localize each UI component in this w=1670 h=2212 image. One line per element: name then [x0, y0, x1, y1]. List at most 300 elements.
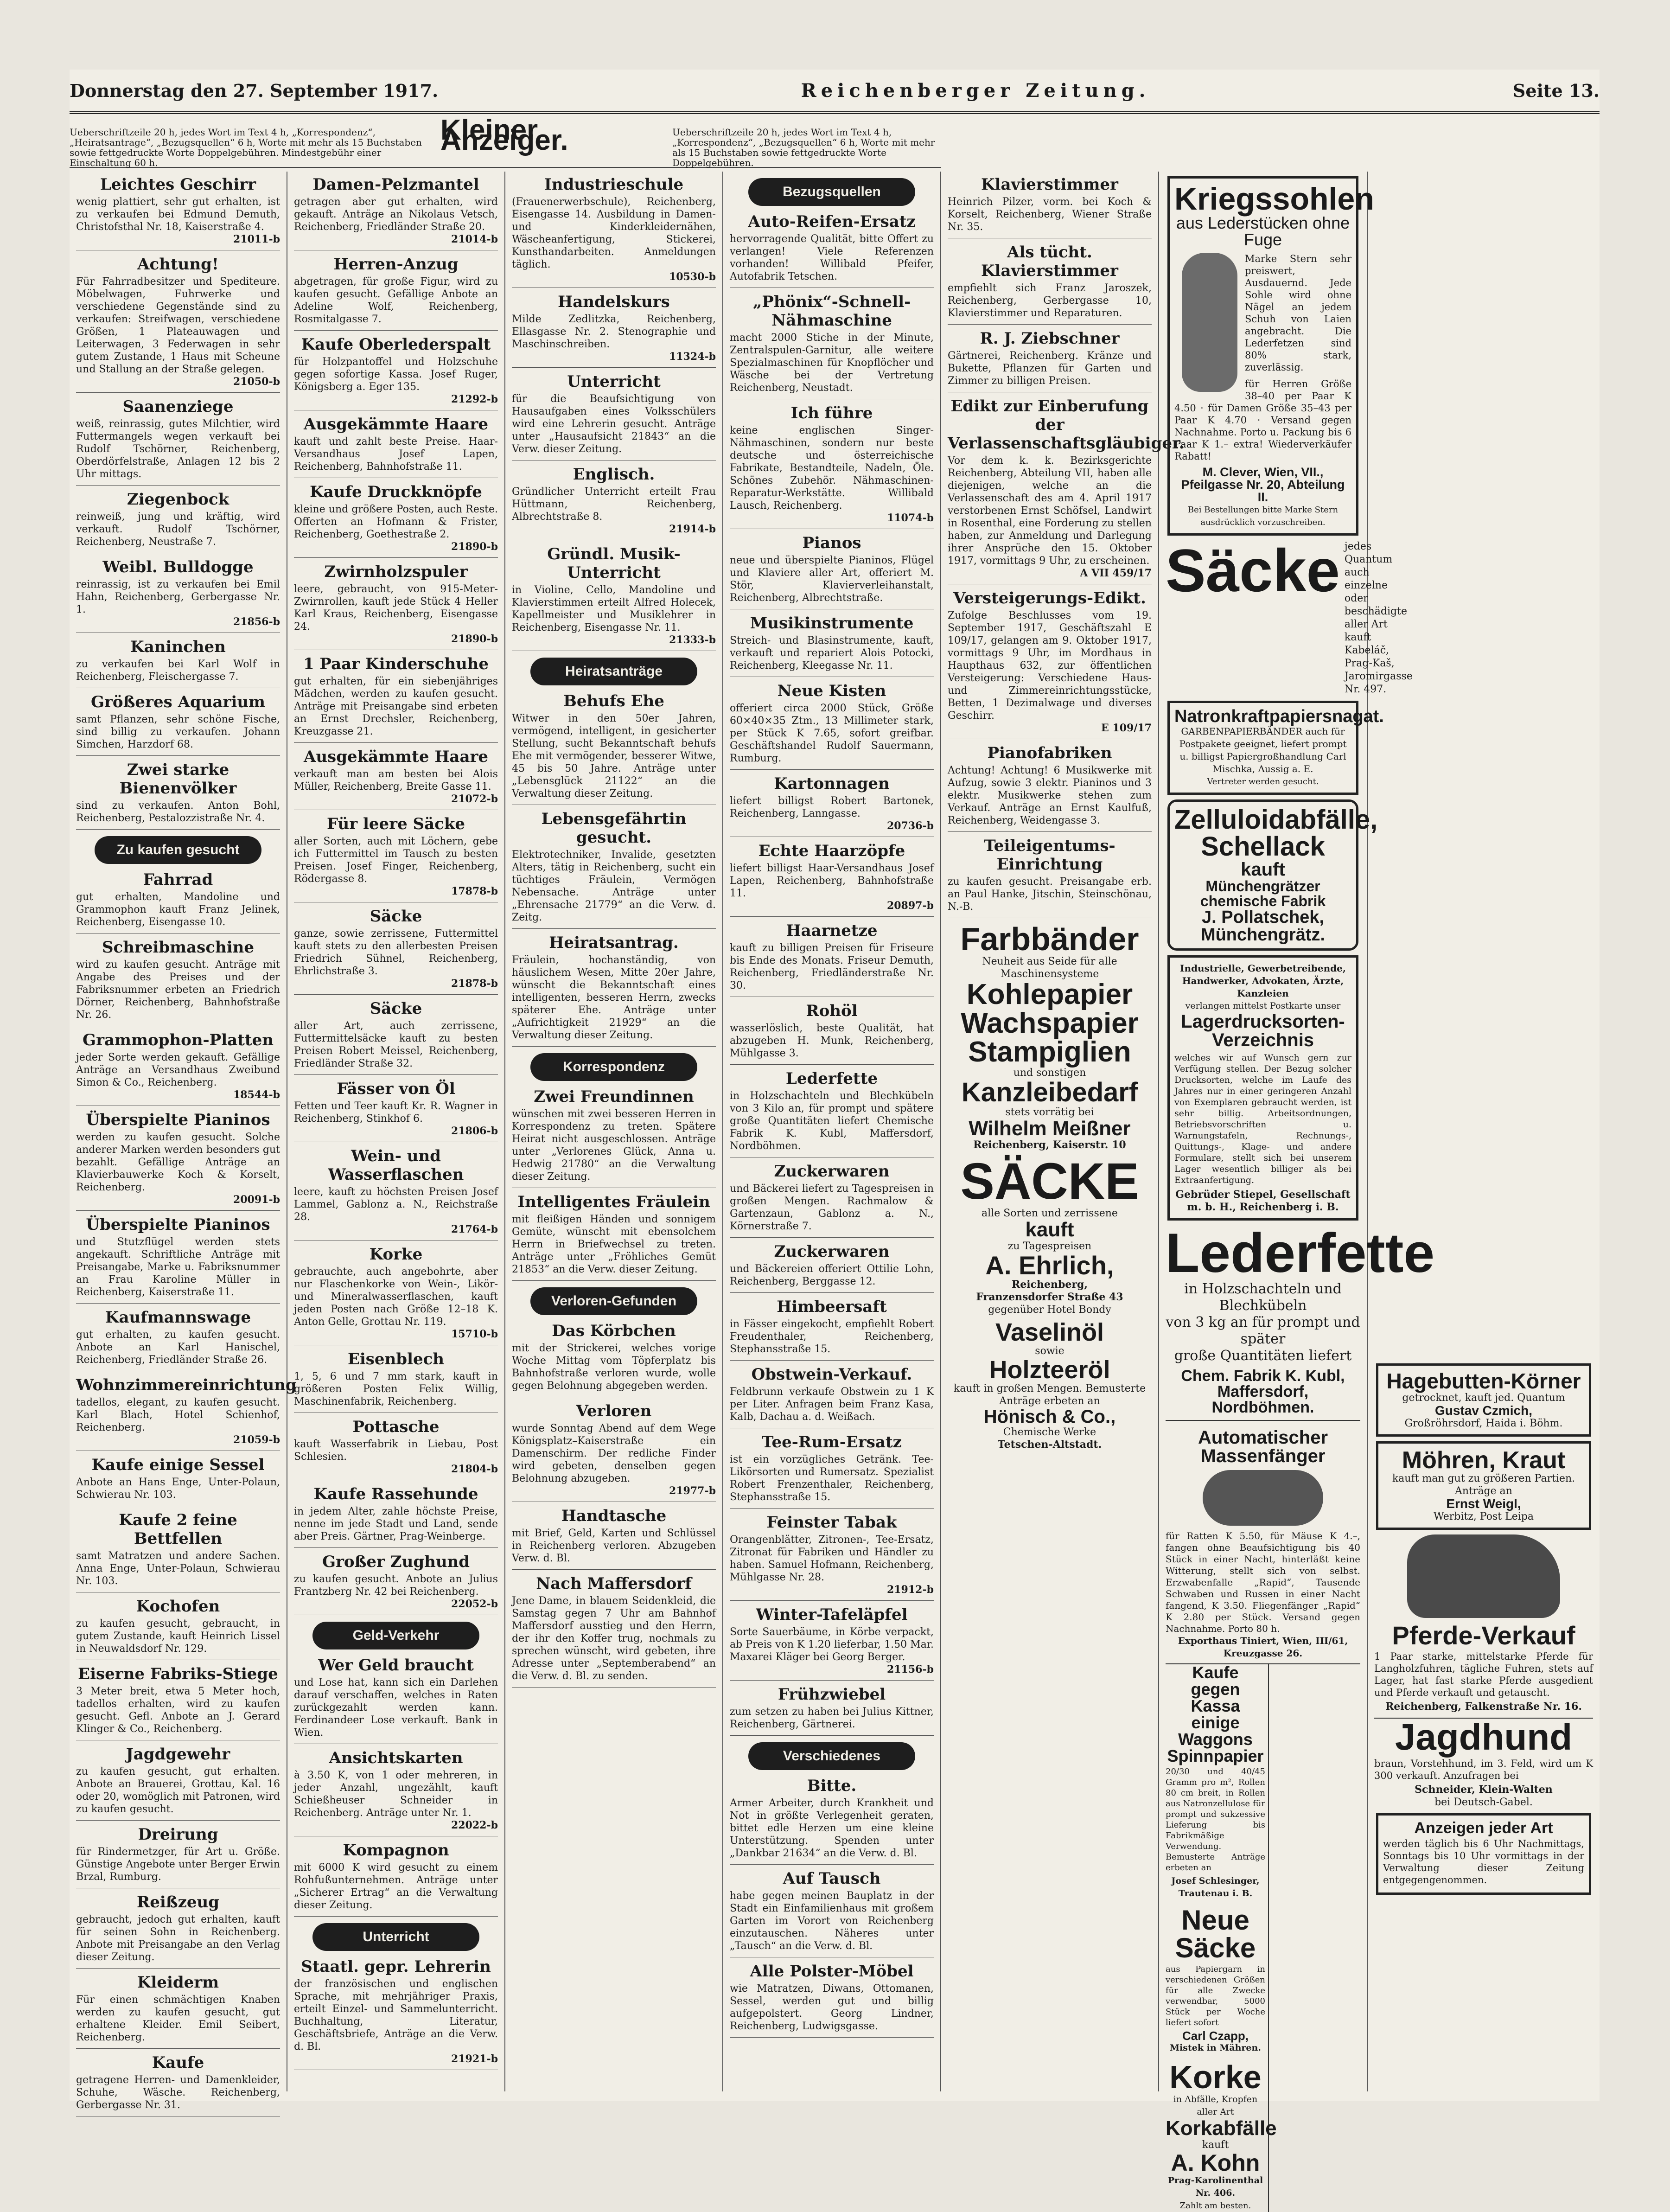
classified-ad	[76, 761, 280, 830]
ad-text: offeriert circa 2000 Stück, Größe 60×40×35 Ztm., 13 Millimeter stark, per Stück K 7.65, sofort greifbar. Geschäftshandel Rudolf Sauermann, Rumburg.	[730, 703, 934, 764]
ad-reference: 10530-b	[669, 271, 716, 283]
ad-text: neue und überspielte Pianinos, Flügel und Klaviere aller Art, offeriert M. Stör, Klavierverleihanstalt, Reichenberg, Albrechtstraße.	[730, 555, 934, 604]
ad-heading: Obstwein-Verkauf.	[751, 1365, 912, 1384]
ad-heading: Wohnzimmereinrichtung	[76, 1376, 297, 1394]
ad-heading: Verloren	[576, 1402, 652, 1420]
ad-text: reinrassig, ist zu verkaufen bei Emil Hahn, Reichenberg, Gerbergasse Nr. 1.	[76, 579, 280, 615]
pferd-title: Pferde-Verkauf	[1392, 1621, 1575, 1650]
ad-reference: 21914-b	[669, 523, 716, 535]
page-number: Seite 13.	[1512, 80, 1600, 101]
ad-reference: 20736-b	[886, 820, 934, 832]
classified-ad	[948, 175, 1152, 238]
classified-ad	[76, 175, 280, 250]
classified-ad	[512, 1507, 716, 1570]
classified-ad	[76, 1665, 280, 1740]
ad-text: zum setzen zu haben bei Julius Kittner, Reichenberg, Gärtnerei.	[730, 1706, 934, 1730]
ad-reference: 18544-b	[233, 1089, 280, 1101]
ad-text: wenig plattiert, sehr gut erhalten, ist zu verkaufen bei Edmund Demuth, Christofsthal Nr. 18, Kaiserstraße 4.	[76, 196, 280, 233]
boot-sole-icon	[1182, 253, 1237, 392]
classified-ad	[512, 1322, 716, 1397]
kriegs-prices: für Herren Größe 38–40 per Paar K 4.50 · für Damen Größe 35–43 per Paar K 4.70 · Versand gegen Nachnahme. Porto u. Packung bis 6 Paar K 1.– extra! Wiederverkäufer Rabatt!	[1174, 378, 1351, 462]
ad-sowie: sowie	[1035, 1345, 1064, 1357]
classified-ad	[730, 404, 934, 529]
issue-date: Donnerstag den 27. September 1917.	[70, 80, 439, 101]
ad-heading: Kaufe Rassehunde	[313, 1485, 478, 1503]
ad-heading: Fässer von Öl	[337, 1080, 455, 1098]
ad-heading: Teileigentums-Einrichtung	[984, 837, 1115, 874]
masthead: Reichenberger Zeitung.	[801, 79, 1150, 102]
anz-title: Anzeigen jeder Art	[1414, 1819, 1553, 1837]
kriegs-sub: aus Lederstücken ohne Fuge	[1176, 213, 1350, 249]
ad-text: samt Matratzen und andere Sachen. Anna Enge, Unter-Polaun, Schwierau Nr. 103.	[76, 1550, 280, 1587]
ad-heading: Herren-Anzug	[333, 255, 459, 274]
ad-heading: Handtasche	[561, 1507, 667, 1525]
classified-ad	[948, 744, 1152, 832]
ad-text: macht 2000 Stiche in der Minute, Zentralspulen-Garnitur, alle weitere Spezialmaschinen für Knopflöcher und Wäsche bei der Vertretung Reichenberg, Neustadt.	[730, 332, 934, 394]
pferd-addr: Reichenberg, Falkenstraße Nr. 16.	[1385, 1701, 1582, 1713]
classified-ad	[76, 2053, 280, 2116]
classified-ad	[76, 1308, 280, 1371]
ad-franz: Franzensdorfer Straße 43	[976, 1291, 1123, 1303]
ad-heading: Eiserne Fabriks-Stiege	[78, 1665, 278, 1683]
korkabfaelle: Korkabfälle	[1166, 2117, 1277, 2140]
classified-ad	[76, 1893, 280, 1969]
ad-text: ist ein vorzügliches Getränk. Tee-Likörsorten und Rumersatz. Spezialist Robert Frenzenthaler, Reichenberg, Stephansstraße 15.	[730, 1454, 934, 1503]
ad-heading: Damen-Pelzmantel	[312, 175, 479, 194]
lederfette-title: Lederfette	[1166, 1222, 1435, 1284]
ad-text: kauft Wasserfabrik in Liebau, Post Schlesien.	[294, 1438, 498, 1463]
natron-text: GARBENPAPIERBÄNDER auch für Postpakete geeignet, liefert prompt u. billigst Papiergroßhandlung Carl Mischka, Aussig a. E.	[1179, 726, 1347, 774]
ad-text: Sorte Sauerbäume, in Körbe verpackt, ab Preis von K 1.20 lieferbar, 1.50 Mar. Maxarei Kläger bei Georg Berger.	[730, 1626, 934, 1663]
ad-reference: 21806-b	[451, 1125, 498, 1137]
classified-ad	[76, 490, 280, 553]
ad-reference: 22052-b	[451, 1598, 498, 1610]
ad-farb-sub: Neuheit aus Seide für alle Maschinensysteme	[982, 956, 1117, 980]
classified-ad	[730, 1962, 934, 2038]
ad-heading: Zwei starke Bienenvölker	[119, 761, 237, 798]
ad-text: kauft und zahlt beste Preise. Haar-Versandhaus Josef Lapen, Reichenberg, Bahnhofstraße 11.	[294, 436, 498, 473]
ad-natron	[1167, 701, 1384, 795]
anz-text: werden täglich bis 6 Uhr Nachmittags, Sonntags bis 10 Uhr vormittags in der Verwaltung dieser Zeitung entgegengenommen.	[1383, 1838, 1584, 1886]
korke-kauft: kauft	[1202, 2139, 1229, 2151]
ad-text: kauft zu billigen Preisen für Friseure bis Ende des Monats. Friseur Demuth, Reichenberg, Friedländerstraße Nr. 30.	[730, 942, 934, 991]
ad-heading: Neue Kisten	[777, 682, 886, 700]
ad-text: Jene Dame, in blauem Seidenkleid, die Samstag gegen 7 Uhr am Bahnhof Maffersdorf ausstieg und den Herrn, der ihr den Koffer trug, nochmals zu sprechen wünscht, wird gebeten, ihre Adresse unter „Septemberabend“ an die Verw. d. Bl. zu senden.	[512, 1595, 716, 1682]
ad-heading: Für leere Säcke	[326, 815, 465, 833]
ad-text: mit 6000 K wird gesucht zu einem Rohfußunternehmen. Anträge unter „Sicherer Ertrag“ an die Verwaltung dieser Zeitung.	[294, 1862, 498, 1911]
ad-text: der französischen und englischen Sprache, mit mehrjähriger Praxis, erteilt Einzel- und Sammelunterricht. Buchhaltung, Literatur, Geschäftsbriefe, Anträge an die Verw. d. Bl.	[294, 1978, 498, 2052]
rates-right: Ueberschriftzeile 20 h, jedes Wort im Text 4 h, „Korrespondenz“, „Bezugsquellen“ 6 h, Worte mit mehr als 15 Buchstaben sowie fettgedruckte Worte Doppelgebühren.	[672, 127, 935, 168]
ad-heading: Säcke	[370, 907, 422, 926]
classified-ad	[76, 1745, 280, 1821]
ad-kohlepapier: Kohlepapier	[966, 978, 1133, 1010]
ad-text: 3 Meter breit, etwa 5 Meter hoch, tadellos erhalten, wird zu kaufen gesucht. Gefl. Anbote an J. Gerard Klinger & Co., Reichenberg.	[76, 1686, 280, 1735]
classified-ad	[512, 175, 716, 288]
ad-reference: 21764-b	[451, 1223, 498, 1235]
ad-text: gebraucht, jedoch gut erhalten, kauft für seinen Sohn in Reichenberg. Anbote mit Preisangabe an den Verlag dieser Zeitung.	[76, 1914, 280, 1963]
classified-ad	[294, 907, 498, 995]
ad-text: liefert billigst Haar-Versandhaus Josef Lapen, Reichenberg, Bahnhofstraße 11.	[730, 863, 934, 899]
ad-tagespreise: zu Tagespreisen	[1007, 1240, 1092, 1252]
classified-ad	[730, 1869, 934, 1957]
ad-text: Vor dem k. k. Bezirksgerichte Reichenberg, Abteilung VII, haben alle diejenigen, welche an die Verlassenschaft des am 4. April 1917 verstorbenen Ernst Schöfsel, Landwirt in Rosenthal, eine Forderung zu stellen haben, zur Anmeldung und Darlegung ihrer Ansprüche den 15. Oktober 1917, vormittags 9 Uhr, zu erscheinen.	[948, 455, 1152, 567]
ad-text: in Fässer eingekocht, empfiehlt Robert Freudenthaler, Reichenberg, Stephansstraße 15.	[730, 1318, 934, 1355]
saecke-text: jedes Quantum auch einzelne oder beschädigte aller Art kauft Kabeláč, Prag-Kaš, Jaromirgasse Nr. 497.	[1344, 541, 1413, 695]
ad-text: zu kaufen gesucht. Anbote an Julius Frantzberg Nr. 42 bei Reichenberg.	[294, 1573, 498, 1598]
ad-heading: Ich führe	[790, 404, 873, 422]
section-unterricht: Unterricht	[312, 1923, 479, 1951]
lager-title: Lagerdrucksorten-Verzeichnis	[1181, 1011, 1345, 1050]
ad-heading: Kaufe einige Sessel	[91, 1456, 265, 1474]
ad-heading: Rohöl	[806, 1002, 858, 1020]
classified-ad	[730, 1002, 934, 1065]
ad-text: getragen aber gut erhalten, wird gekauft. Anträge an Nikolaus Vetsch, Reichenberg, Friedländer Straße 20.	[294, 196, 498, 233]
ad-text: und Bäckerei liefert zu Tagespreisen in großen Mengen. Rachmalow & Gartenzaun, Gablonz a. N., Körnerstraße 7.	[730, 1183, 934, 1232]
classified-ad	[294, 1553, 498, 1615]
classified-ad	[730, 921, 934, 997]
classified-ad	[294, 255, 498, 331]
ad-text: (Frauenerwerbschule), Reichenberg, Eisengasse 14. Ausbildung in Damen- und Kinderkleidernähen, Wäscheanfertigung, Stickerei, Kunsthandarbeiten. Anmeldungen täglich.	[512, 196, 716, 270]
ad-spinnpapier	[1166, 1663, 1277, 2212]
classified-ad	[512, 933, 716, 1047]
ad-heading: Dreirung	[138, 1825, 218, 1844]
ad-heading: Kleiderm	[137, 1973, 219, 1992]
ad-reference: 21292-b	[451, 393, 498, 405]
ad-text: wird zu kaufen gesucht. Anträge mit Angabe des Preises und der Fabriksnummer erbeten an Friedrich Dörner, Reichenberg, Bahnhofstraße Nr. 26.	[76, 959, 280, 1021]
classified-ad	[294, 815, 498, 902]
classified-ad	[294, 483, 498, 558]
czapp-ort: Mistek in Mähren.	[1170, 2043, 1261, 2053]
ad-heading: Säcke	[370, 999, 422, 1018]
classified-ad	[294, 1418, 498, 1480]
ad-heading: Zwirnholzspuler	[324, 563, 468, 581]
czmich: Gustav Czmich,	[1434, 1403, 1533, 1418]
classified-ad	[76, 1215, 280, 1304]
classified-ad	[76, 1111, 280, 1211]
ad-vorraetig: stets vorrätig bei	[1005, 1106, 1094, 1118]
ad-heading: Zuckerwaren	[774, 1242, 890, 1261]
lf1: in Holzschachteln und Blechkübeln	[1184, 1281, 1342, 1314]
ad-reference: 21856-b	[233, 616, 280, 628]
ad-heading: Handelskurs	[558, 293, 670, 311]
hage-text: getrocknet, kauft jed. Quantum	[1402, 1392, 1565, 1404]
classified-ad	[948, 837, 1152, 918]
schneider: Schneider, Klein-Walten	[1415, 1784, 1553, 1796]
ad-reference: 21890-b	[451, 541, 498, 553]
ad-text: abgetragen, für große Figur, wird zu kaufen gesucht. Gefällige Anbote an Adeline Wolf, Reichenberg, Rosmitalgasse 7.	[294, 276, 498, 325]
classified-ad	[294, 1350, 498, 1413]
ad-saecke-sub: alle Sorten und zerrissene	[982, 1208, 1118, 1219]
ad-heading: Winter-Tafeläpfel	[756, 1605, 908, 1624]
ad-kanzleibedarf: Kanzleibedarf	[961, 1077, 1138, 1107]
section-verloren: Verloren-Gefunden	[530, 1287, 697, 1315]
ad-stampiglien: Stampiglien	[968, 1036, 1131, 1068]
classified-ad	[730, 1162, 934, 1238]
classified-ad	[76, 255, 280, 393]
section-heirat: Heiratsanträge	[530, 658, 697, 685]
ad-heading: R. J. Ziebschner	[980, 329, 1120, 348]
classified-ad	[294, 655, 498, 743]
ad-anzeigen	[1376, 1813, 1591, 1895]
schneider-ort: bei Deutsch-Gabel.	[1434, 1796, 1533, 1808]
classified-ad	[294, 1749, 498, 1836]
ad-text: keine englischen Singer-Nähmaschinen, sondern nur beste deutsche und österreichische Fabrikate, Bestandteile, Nadeln, Öle. Schönes Zubehör. Nähmaschinen-Reparatur-Werkstätte. Willibald Lausch, Reichenberg.	[730, 425, 934, 511]
ad-heading: Wer Geld braucht	[318, 1656, 474, 1675]
section-versch: Verschiedenes	[748, 1742, 915, 1770]
ad-text: getragene Herren- und Damenkleider, Schuhe, Wäsche. Reichenberg, Gerbergasse Nr. 31.	[76, 2074, 280, 2111]
ad-text: empfiehlt sich Franz Jaroszek, Reichenberg, Gerbergasse 10, Klavierstimmer und Reparaturen.	[948, 282, 1152, 319]
ad-reference: E 109/17	[1101, 722, 1152, 734]
classified-ad	[294, 563, 498, 650]
classified-ad	[76, 1511, 280, 1592]
ad-heading: 1 Paar Kinderschuhe	[303, 655, 489, 673]
spinn-firm: Josef Schlesinger, Trautenau i. B.	[1171, 1876, 1260, 1899]
classified-ad	[294, 1147, 498, 1240]
ad-text: zu kaufen gesucht, gut erhalten. Anbote an Brauerei, Grottau, Kal. 16 oder 20, womöglich mit Patronen, wird zu kaufen gesucht.	[76, 1766, 280, 1815]
classified-ad	[76, 558, 280, 633]
weigl-ort: Werbitz, Post Leipa	[1433, 1511, 1534, 1522]
czmich-ort: Großröhrsdorf, Haida i. Böhm.	[1404, 1418, 1563, 1429]
classified-ad	[76, 693, 280, 756]
neue-text: aus Papiergarn in verschiedenen Größen für alle Zwecke verwendbar, 5000 Stück per Woche liefert sofort	[1166, 1964, 1265, 2027]
ad-heading: Englisch.	[573, 465, 655, 484]
ad-heading: Achtung!	[137, 255, 219, 274]
jagd-title: Jagdhund	[1395, 1716, 1573, 1758]
ad-heading: Auf Tausch	[783, 1869, 881, 1888]
ad-heading: Kartonnagen	[774, 774, 890, 793]
ad-heading: Musikinstrumente	[750, 614, 914, 633]
lager-body: welches wir auf Wunsch gern zur Verfügung stellen. Der Bezug solcher Drucksorten, welche im Laufe des Jahres nur in einer geringeren Anzahl von Exemplaren gebraucht werden, ist sehr billig. Arbeitsordnungen, Betriebsvorschriften u. Warnungstafeln, Rechnungs-, Quittungs-, Klage- und andere Formulare, stellt sich bei unserem Lager wesentlich billiger als bei Extraanfertigung.	[1174, 1053, 1351, 1185]
ad-text: und Stutzflügel werden stets angekauft. Schriftliche Anträge mit Preisangabe, Marke u. Fabriksnummer an Frau Karoline Müller in Reichenberg, Kaiserstraße 11.	[76, 1236, 280, 1298]
column-4	[723, 172, 941, 2091]
ad-ehrlich-ort: Reichenberg,	[1011, 1279, 1088, 1291]
ad-text: verkauft man am besten bei Alois Müller, Reichenberg, Breite Gasse 11.	[294, 768, 498, 793]
ad-reference: 17878-b	[451, 885, 498, 897]
ad-text: leere, gebraucht, von 915-Meter-Zwirnrollen, kauft jede Stück 4 Heller Karl Kraus, Reichenberg, Eisengasse 24.	[294, 583, 498, 633]
neue-saecke: Neue Säcke	[1175, 1905, 1256, 1963]
ad-text: zu kaufen gesucht, gebraucht, in gutem Zustande, kauft Heinrich Lissel in Neuwaldsdorf Nr. 129.	[76, 1618, 280, 1655]
ad-text: Elektrotechniker, Invalide, gesetzten Alters, tätig in Reichenberg, sucht ein tüchtiges Fräulein, Vermögen Nebensache. Anträge unter „Ehrensache 21779“ an die Verw. d. Zeitg.	[512, 849, 716, 923]
ad-heading: Gründl. Musik-Unterricht	[547, 545, 681, 582]
classified-ad	[730, 774, 934, 837]
ad-text: Fräulein, hochanständig, von häuslichem Wesen, Mitte 20er Jahre, wünscht die Bekanntschaft eines intelligenten, besseren Herrn, zwecks späterer Ehe. Anträge unter „Aufrichtigkeit 21929“ an die Verwaltung dieser Zeitung.	[512, 954, 716, 1041]
ad-heading: Alle Polster-Möbel	[750, 1962, 914, 1981]
classified-ad	[730, 1513, 934, 1601]
ad-kauft: kauft	[1025, 1218, 1074, 1241]
ad-text: in Violine, Cello, Mandoline und Klavierstimmen erteilt Alfred Holecek, Kapellmeister und Musiklehrer in Reichenberg, Eisengasse Nr. 11.	[512, 584, 716, 633]
ad-text: ganze, sowie zerrissene, Futtermittel kauft stets zu den allerbesten Preisen Friedrich Sühnel, Reichenberg, Ehrlichstraße 3.	[294, 928, 498, 977]
ad-text: mit Brief, Geld, Karten und Schlüssel in Reichenberg verloren. Abzugeben Verw. d. Bl.	[512, 1528, 716, 1564]
ad-text: sind zu verkaufen. Anton Bohl, Reichenberg, Pestalozzistraße Nr. 4.	[76, 800, 280, 824]
newspaper-page	[70, 70, 1600, 2211]
ad-reference: 21878-b	[451, 978, 498, 990]
kohn: A. Kohn	[1171, 2150, 1260, 2176]
section-title: Kleiner Anzeiger.	[440, 114, 568, 156]
weigl: Ernst Weigl,	[1446, 1496, 1521, 1511]
ad-heading: Zwei Freundinnen	[534, 1087, 694, 1106]
ad-reference: 21011-b	[233, 233, 280, 245]
ad-text: und Bäckereien offeriert Ottilie Lohn, Reichenberg, Berggasse 12.	[730, 1263, 934, 1287]
ad-text: mit der Strickerei, welches vorige Woche Mittag vom Töpferplatz bis Bahnhofstraße verloren wurde, wolle gegen Belohnung abgegeben werden.	[512, 1343, 716, 1392]
ad-farbbaender: Farbbänder	[960, 921, 1139, 957]
classified-ad	[294, 748, 498, 810]
classified-ad	[730, 1685, 934, 1736]
kaufe-kassa: Kaufe gegen Kassa	[1191, 1663, 1240, 1715]
korke-text: in Abfälle, Kropfen aller Art	[1173, 2094, 1258, 2117]
ad-text: Heinrich Pilzer, vorm. bei Koch & Korselt, Reichenberg, Wiener Straße Nr. 35.	[948, 196, 1152, 233]
lager-head: Industrielle, Gewerbetreibende, Handwerker, Advokaten, Ärzte, Kanzleien	[1180, 963, 1346, 999]
classified-ad	[76, 1031, 280, 1106]
classified-ad	[730, 1298, 934, 1361]
classified-ad	[730, 842, 934, 917]
classified-ad	[76, 638, 280, 688]
ad-heading: Industrieschule	[544, 175, 684, 194]
classified-ad	[730, 212, 934, 288]
classified-ad	[76, 397, 280, 486]
classified-ad	[730, 1069, 934, 1157]
ad-wachspapier: Wachspapier	[961, 1007, 1139, 1039]
ad-heading: Großer Zughund	[322, 1553, 470, 1571]
ad-heading: Unterricht	[567, 372, 661, 391]
classified-ad	[730, 1242, 934, 1293]
column-7-right	[1368, 1359, 1600, 2091]
ad-text: für Holzpantoffel und Holzschuhe gegen sofortige Kassa. Josef Ruger, Königsberg a. Eger 135.	[294, 356, 498, 393]
ad-text: aller Art, auch zerrissene, Futtermittelsäcke kauft zu besten Preisen Robert Meissel, Reichenberg, Friedländer Straße 32.	[294, 1020, 498, 1069]
ad-reference: A VII 459/17	[1080, 567, 1152, 579]
rates-strip	[70, 114, 941, 168]
ad-heading: Pottasche	[352, 1418, 440, 1436]
ad-pferde	[1374, 1534, 1593, 1713]
kriegs-note: Bei Bestellungen bitte Marke Stern ausdrücklich vorzuschreiben.	[1187, 505, 1339, 527]
ad-text: für die Beaufsichtigung von Hausaufgaben eines Volksschülers wird eine Lehrerin gesucht. Anträge unter „Hausaufsicht 21843“ an die Verw. dieser Zeitung.	[512, 393, 716, 455]
classified-ad	[76, 1825, 280, 1888]
ad-ehrlich: A. Ehrlich,	[985, 1251, 1114, 1280]
ad-text: gut erhalten, Mandoline und Grammophon kauft Franz Jelinek, Reichenberg, Eisengasse 10.	[76, 891, 280, 928]
ad-text: zu kaufen gesucht. Preisangabe erb. an Paul Hanke, Jitschin, Steinschönau, N.-B.	[948, 876, 1152, 913]
ad-saecke: SÄCKE	[960, 1153, 1139, 1210]
mass-addr: Exporthaus Tiniert, Wien, III/61, Kreuzgasse 26.	[1166, 1635, 1360, 1664]
ad-heading: Staatl. gepr. Lehrerin	[301, 1957, 491, 1976]
lf4: Chem. Fabrik K. Kubl, Maffersdorf, Nordböhmen.	[1166, 1368, 1360, 1421]
ad-hotel: gegenüber Hotel Bondy	[988, 1304, 1111, 1316]
natron-title: Natronkraftpapiersnagat.	[1174, 707, 1384, 726]
ad-heading: Haarnetze	[786, 921, 878, 940]
classified-ad	[730, 534, 934, 609]
ad-heading: Zuckerwaren	[774, 1162, 890, 1181]
ad-text: Zufolge Beschlusses vom 19. September 1917, Geschäftszahl E 109/17, gelangen am 9. Oktober 1917, vormittags 9 Uhr, im Mordhaus in Haupthaus 632, zur öffentlichen Versteigerung: Verschiedene Haus- und Zimmereinrichtungsstücke, Betten, 1 Dezimalwage und diverses Geschirr.	[948, 610, 1152, 722]
ad-reference: 21921-b	[451, 2053, 498, 2065]
section-kauf: Zu kaufen gesucht	[95, 836, 261, 864]
ad-text: Witwer in den 50er Jahren, vermögend, intelligent, in gesicherter Stellung, sucht Bekanntschaft behufs Ehe mit vermögender, besserer Witwe, 45 bis 50 Jahre. Anträge unter „Lebensglück 21122“ an die Verwaltung dieser Zeitung.	[512, 713, 716, 799]
ad-heading: Feinster Tabak	[766, 1513, 897, 1532]
ad-text: Gründlicher Unterricht erteilt Frau Hüttmann, Reichenberg, Albrechtstraße 8.	[512, 486, 716, 523]
classified-ad	[512, 692, 716, 805]
ad-text: Streich- und Blasinstrumente, kauft, verkauft und repariert Alois Potocki, Reichenberg, Kleegasse Nr. 11.	[730, 635, 934, 671]
classified-ad	[730, 614, 934, 677]
ad-kriegssohlen	[1167, 176, 1374, 536]
ad-heading: Frühzwiebel	[778, 1685, 886, 1704]
ad-heading: Eisenblech	[347, 1350, 445, 1368]
classified-ad	[76, 1973, 280, 2049]
spinn-text: 20/30 und 40/45 Gramm pro m², Rollen 80 cm breit, in Rollen aus Natronzellulose für prompt und sukzessive Lieferung bis Fabrikmäßige Verwendung. Bemusterte Anträge erbeten an	[1166, 1767, 1265, 1873]
ad-text: werden zu kaufen gesucht. Solche anderer Marken werden besonders gut bezahlt. Gefällige Anträge an Klavierbauwerke Koch & Korselt, Reichenberg.	[76, 1132, 280, 1193]
ad-heading: Kaufe Druckknöpfe	[310, 483, 482, 501]
ad-reference: 11324-b	[669, 351, 716, 363]
ad-heading: Reißzeug	[136, 1893, 220, 1912]
ad-text: Armer Arbeiter, durch Krankheit und Not in größte Verlegenheit geraten, bittet edle Herzen um eine kleine Unterstützung. Spenden unter „Dankbar 21634“ an die Verw. d. Bl.	[730, 1797, 934, 1859]
ad-heading: Behufs Ehe	[563, 692, 664, 710]
ad-reference: 22022-b	[451, 1819, 498, 1831]
zell-fabrik: Münchengrätzer chemische Fabrik	[1200, 878, 1326, 909]
ad-heading: Grammophon-Platten	[83, 1031, 274, 1049]
ad-reference: 21059-b	[233, 1434, 280, 1446]
classified-ad	[512, 1193, 716, 1281]
ad-text: liefert billigst Robert Bartonek, Reichenberg, Lanngasse.	[730, 795, 934, 819]
ad-heading: Pianofabriken	[987, 744, 1112, 762]
classified-ad	[512, 545, 716, 651]
ad-text: habe gegen meinen Bauplatz in der Stadt ein Einfamilienhaus mit großem Garten im Vorort von Reichenberg einzutauschen. Näheres unter „Tausch“ an die Verw. d. Bl.	[730, 1890, 934, 1952]
ad-text: Für Fahrradbesitzer und Spediteure. Möbelwagen, Fuhrwerke und verschiedene Gegenstände sind zu verkaufen: Streifwagen, verschiedene Größen, 1 Plateauwagen und Leiterwagen, 3 Federwagen in sehr gutem Zustande, 1 Haus mit Scheune und Stallung an der Straße gelegen.	[76, 276, 280, 375]
ad-text: wie Matratzen, Diwans, Ottomanen, Sessel, werden gut und billig aufgepolstert. Georg Lindner, Reichenberg, Ludwigsgasse.	[730, 1983, 934, 2032]
ad-reference: 15710-b	[451, 1328, 498, 1340]
ad-heading: Lederfette	[785, 1069, 878, 1088]
page-header	[70, 70, 1600, 114]
ad-text: gebrauchte, auch angebohrte, aber nur Flaschenkorke von Wein-, Likör- und Mineralwasserflaschen, kauft jeden Posten nach Größe 12–18 K. Anton Gelle, Grottau Nr. 119.	[294, 1266, 498, 1328]
ad-mengen: kauft in großen Mengen. Bemusterte Anträge erbeten an	[953, 1383, 1146, 1407]
ad-heading: Heiratsantrag.	[549, 933, 679, 952]
ad-heading: Größeres Aquarium	[90, 693, 266, 711]
ad-chem: Chemische Werke	[1003, 1426, 1096, 1438]
ad-text: wurde Sonntag Abend auf dem Wege Königsplatz–Kaiserstraße ein Damenschirm. Der redliche Finder wird gebeten, denselben gegen Belohnung abzugeben.	[512, 1423, 716, 1484]
czapp: Carl Czapp,	[1182, 2029, 1249, 2043]
ad-heading: Auto-Reifen-Ersatz	[748, 212, 916, 231]
ad-reference: 21333-b	[669, 634, 716, 646]
lager-t: verlangen mittelst Postkarte unser	[1185, 1001, 1341, 1011]
ad-heading: Himbeersaft	[777, 1298, 887, 1316]
ad-heading: Intelligentes Fräulein	[517, 1193, 710, 1211]
ad-heading: Wein- und Wasserflaschen	[328, 1147, 464, 1184]
section-geld: Geld-Verkehr	[312, 1622, 479, 1649]
section-korr: Korrespondenz	[530, 1053, 697, 1081]
classified-ad	[294, 415, 498, 478]
ad-heading: Das Körbchen	[552, 1322, 676, 1340]
ad-heading: Kaufe Oberlederspalt	[301, 335, 491, 354]
ad-text: und Lose hat, kann sich ein Darlehen darauf verschaffen, welches in Raten zurückgezahlt werden kann. Ferdinandeer Lose verkauft. Bank in Wien.	[294, 1677, 498, 1739]
ad-reference: 20897-b	[886, 900, 934, 912]
horse-icon	[1407, 1534, 1560, 1618]
ad-text: jeder Sorte werden gekauft. Gefällige Anträge an Versandhaus Zweibund Simon & Co., Reichenberg.	[76, 1052, 280, 1088]
classified-ad	[730, 1605, 934, 1681]
ad-heading: Ansichtskarten	[329, 1749, 463, 1767]
classified-ad	[76, 870, 280, 933]
lf3: große Quantitäten liefert	[1174, 1348, 1352, 1364]
ad-meissner: Wilhelm Meißner	[969, 1117, 1131, 1140]
ad-heading: Echte Haarzöpfe	[758, 842, 905, 860]
classified-ad	[512, 372, 716, 460]
ad-text: aller Sorten, auch mit Löchern, gebe ich Futtermittel im Tausch zu besten Preisen. Josef Finger, Reichenberg, Rödergasse 8.	[294, 836, 498, 885]
waggons: einige Waggons	[1178, 1713, 1253, 1749]
column-3	[505, 172, 723, 2091]
ad-heading: Überspielte Pianinos	[86, 1215, 270, 1234]
ad-heading: „Phönix“-Schnell-Nähmaschine	[752, 293, 911, 330]
ad-heading: Überspielte Pianinos	[86, 1111, 270, 1129]
ad-reference: 21804-b	[451, 1463, 498, 1475]
ad-reference: 21014-b	[451, 233, 498, 245]
ad-heading: Kaninchen	[130, 638, 226, 656]
ad-text: Orangenblätter, Zitronen-, Tee-Ersatz, Zitronat für Fabriken und Händler zu haben. Samuel Hofmann, Reichenberg, Mühlgasse Nr. 28.	[730, 1534, 934, 1583]
ad-reference: 21050-b	[233, 376, 280, 388]
ad-heading: Klavierstimmer	[981, 175, 1118, 194]
